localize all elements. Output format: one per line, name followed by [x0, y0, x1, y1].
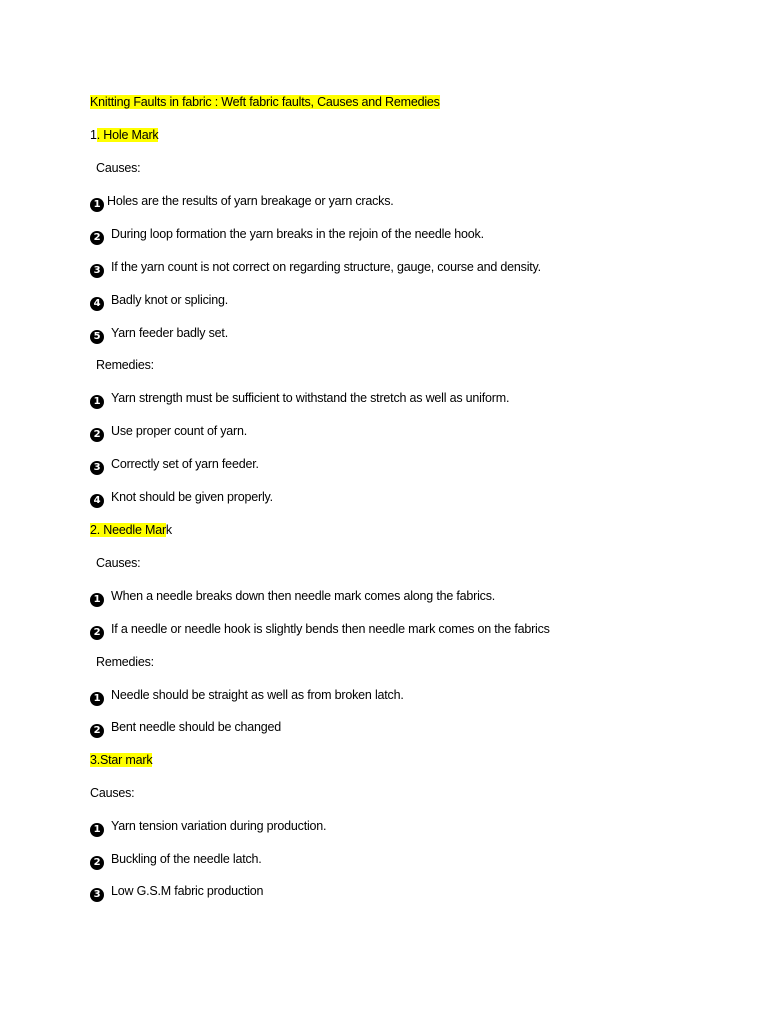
list-item: [90, 883, 263, 902]
list-item-text: Bent needle should be changed: [111, 720, 282, 734]
list-item: [90, 818, 326, 837]
list-item: [90, 226, 484, 245]
heading-text: 2. Needle Mar: [90, 523, 166, 537]
list-item-text: Badly knot or splicing.: [111, 293, 228, 307]
list-item-text: Correctly set of yarn feeder.: [111, 457, 259, 471]
list-item: [90, 423, 247, 442]
title-text: Knitting Faults in fabric : Weft fabric faults, Causes and Remedies: [90, 95, 440, 109]
section-heading-star-mark: [90, 752, 152, 768]
causes-label: Causes:: [90, 786, 135, 800]
list-item-text: When a needle breaks down then needle mark comes along the fabrics.: [111, 589, 496, 603]
numbered-bullet-icon: 1: [90, 198, 104, 212]
numbered-bullet-icon: 3: [90, 264, 104, 278]
section-heading-hole-mark: [90, 127, 158, 143]
heading-text: 3.Star mark: [90, 753, 153, 767]
heading-number: 1: [90, 128, 97, 142]
list-item: [90, 325, 228, 344]
list-item: [90, 456, 259, 475]
list-item-text: Use proper count of yarn.: [111, 424, 248, 438]
heading-text: . Hole Mark: [96, 128, 159, 142]
list-item-text: Low G.S.M fabric production: [111, 884, 264, 898]
numbered-bullet-icon: 2: [90, 231, 104, 245]
document-title: [90, 94, 440, 110]
list-item: [90, 193, 394, 212]
numbered-bullet-icon: 5: [90, 330, 104, 344]
list-item-text: If a needle or needle hook is slightly bends then needle mark comes on the fabrics: [111, 622, 550, 636]
numbered-bullet-icon: 1: [90, 395, 104, 409]
list-item-text: Holes are the results of yarn breakage or yarn cracks.: [107, 194, 394, 208]
numbered-bullet-icon: 1: [90, 823, 104, 837]
list-item-text: Knot should be given properly.: [111, 490, 273, 504]
numbered-bullet-icon: 1: [90, 692, 104, 706]
list-item: [90, 489, 273, 508]
list-item: [90, 390, 509, 409]
numbered-bullet-icon: 1: [90, 593, 104, 607]
list-item-text: Buckling of the needle latch.: [111, 852, 262, 866]
causes-label: Causes:: [96, 161, 141, 175]
list-item: [90, 719, 281, 738]
list-item-text: Yarn strength must be sufficient to withstand the stretch as well as uniform.: [111, 391, 510, 405]
list-item: [90, 292, 228, 311]
list-item-text: Yarn feeder badly set.: [111, 326, 228, 340]
list-item: [90, 851, 262, 870]
heading-suffix: k: [165, 523, 172, 537]
list-item: [90, 588, 495, 607]
numbered-bullet-icon: 2: [90, 626, 104, 640]
remedies-label: Remedies:: [96, 655, 154, 669]
list-item: [90, 621, 550, 640]
list-item-text: Yarn tension variation during production.: [111, 819, 327, 833]
numbered-bullet-icon: 2: [90, 428, 104, 442]
list-item-text: If the yarn count is not correct on regarding structure, gauge, course and density.: [111, 260, 541, 274]
numbered-bullet-icon: 2: [90, 724, 104, 738]
remedies-label: Remedies:: [96, 358, 154, 372]
section-heading-needle-mark: [90, 522, 172, 538]
list-item: [90, 259, 541, 278]
list-item: [90, 687, 404, 706]
list-item-text: Needle should be straight as well as from broken latch.: [111, 688, 404, 702]
numbered-bullet-icon: 3: [90, 461, 104, 475]
list-item-text: During loop formation the yarn breaks in the rejoin of the needle hook.: [111, 227, 484, 241]
causes-label: Causes:: [96, 556, 141, 570]
numbered-bullet-icon: 2: [90, 856, 104, 870]
numbered-bullet-icon: 4: [90, 297, 104, 311]
numbered-bullet-icon: 3: [90, 888, 104, 902]
numbered-bullet-icon: 4: [90, 494, 104, 508]
